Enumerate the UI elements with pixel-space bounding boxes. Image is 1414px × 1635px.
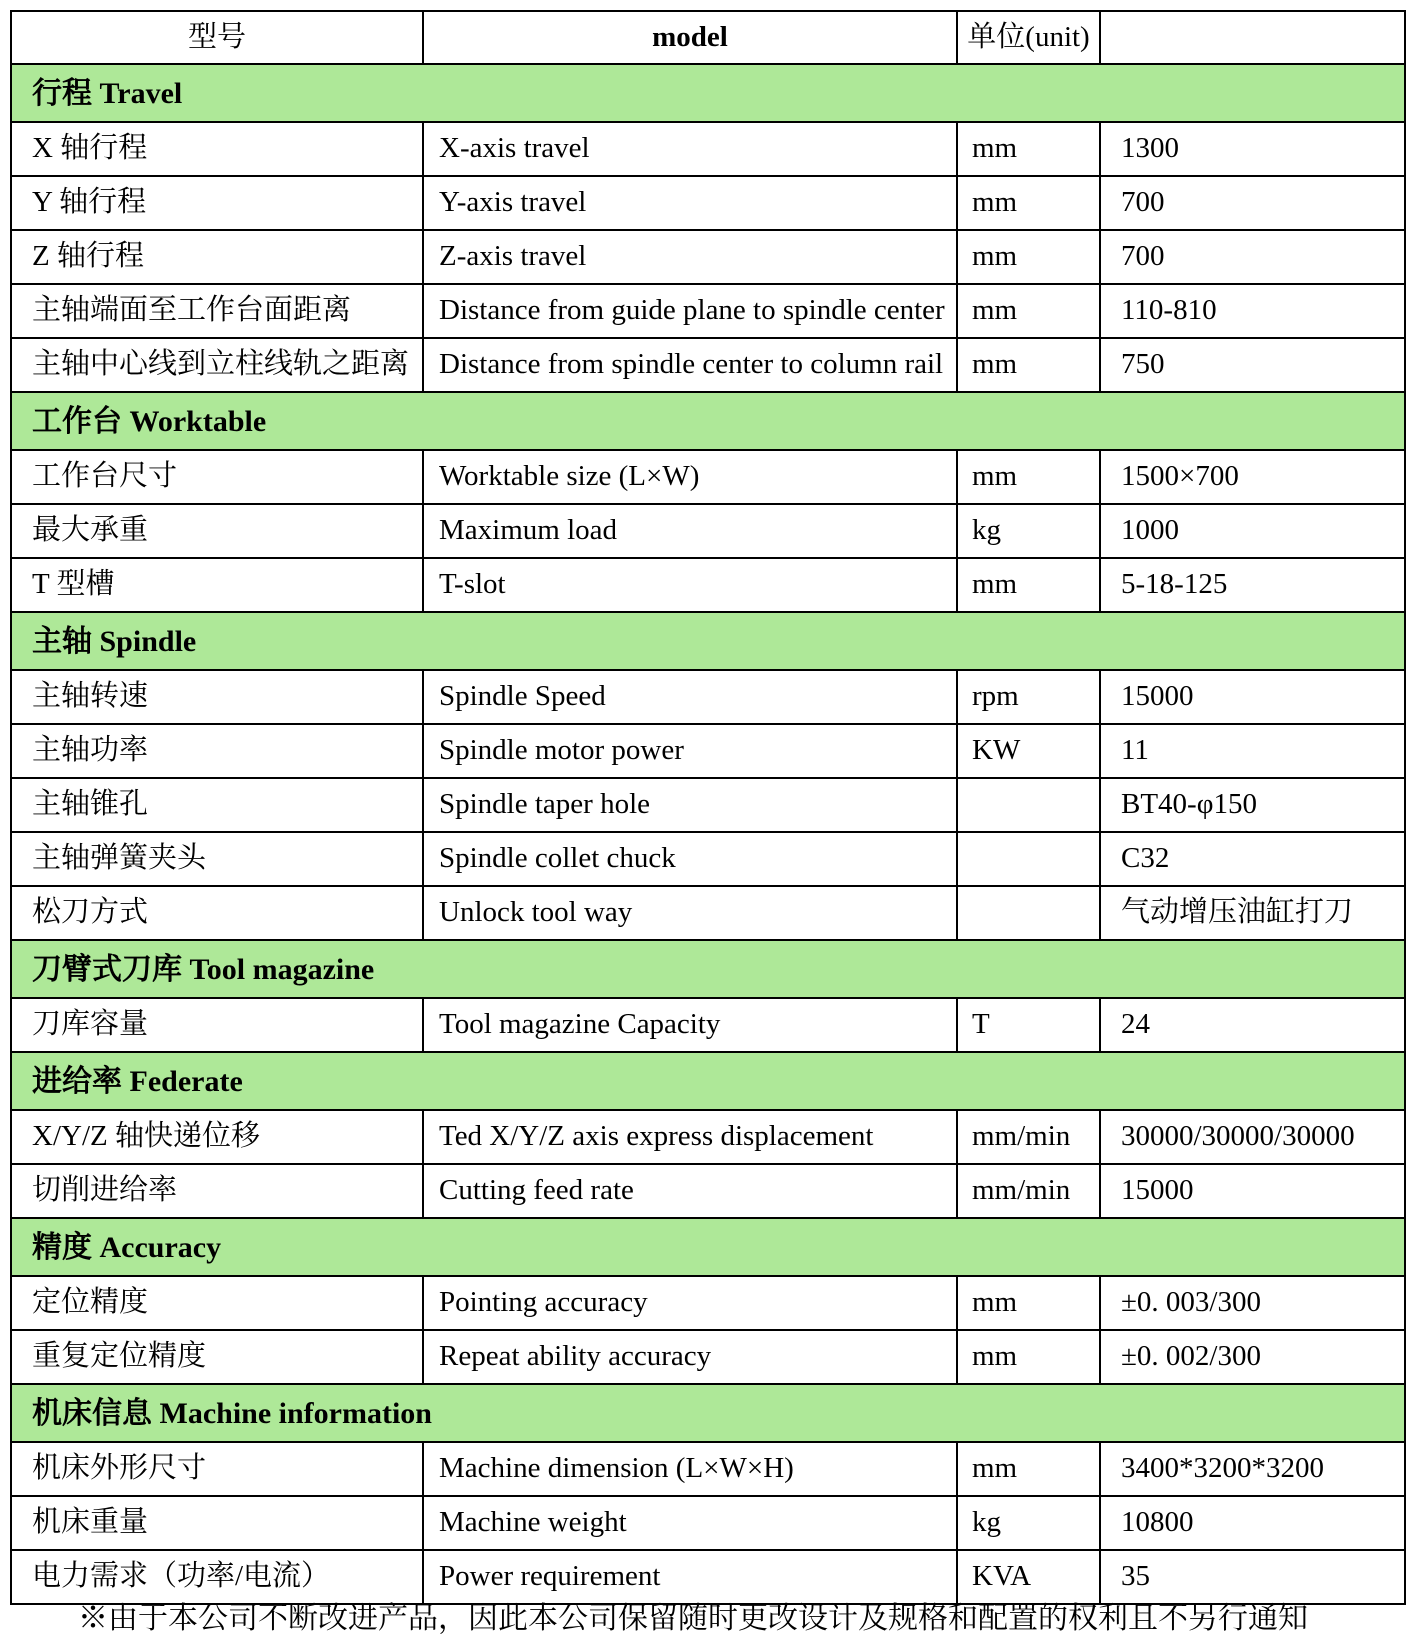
spec-name-en: Power requirement xyxy=(423,1550,957,1604)
spec-name-en: Spindle taper hole xyxy=(423,778,957,832)
spec-unit: rpm xyxy=(957,670,1100,724)
spec-unit xyxy=(957,886,1100,940)
section-row-travel xyxy=(11,64,1405,122)
spec-name-cn: 主轴端面至工作台面距离 xyxy=(11,284,423,338)
spec-value: 3400*3200*3200 xyxy=(1100,1442,1405,1496)
spec-unit: mm xyxy=(957,284,1100,338)
spec-name-en: Distance from guide plane to spindle center xyxy=(423,284,957,338)
spec-value: 30000/30000/30000 xyxy=(1100,1110,1405,1164)
section-row-spindle xyxy=(11,612,1405,670)
section-title: 精度 Accuracy xyxy=(11,1218,1405,1276)
spec-unit: kg xyxy=(957,1496,1100,1550)
spec-name-en: T-slot xyxy=(423,558,957,612)
spec-value: 700 xyxy=(1100,176,1405,230)
table-row xyxy=(11,1276,1405,1330)
header-row xyxy=(11,11,1405,64)
spec-name-cn: 主轴功率 xyxy=(11,724,423,778)
spec-unit: KVA xyxy=(957,1550,1100,1604)
spec-name-en: Machine dimension (L×W×H) xyxy=(423,1442,957,1496)
section-row-tool-magazine xyxy=(11,940,1405,998)
table-row xyxy=(11,122,1405,176)
spec-unit: mm xyxy=(957,230,1100,284)
section-row-accuracy xyxy=(11,1218,1405,1276)
spec-name-en: Y-axis travel xyxy=(423,176,957,230)
spec-name-cn: 机床重量 xyxy=(11,1496,423,1550)
spec-name-en: Repeat ability accuracy xyxy=(423,1330,957,1384)
table-row xyxy=(11,1110,1405,1164)
header-model-en: model xyxy=(423,11,957,64)
table-row xyxy=(11,504,1405,558)
section-title: 进给率 Federate xyxy=(11,1052,1405,1110)
table-row xyxy=(11,724,1405,778)
section-row-federate xyxy=(11,1052,1405,1110)
spec-unit xyxy=(957,832,1100,886)
spec-value: 1000 xyxy=(1100,504,1405,558)
header-value xyxy=(1100,11,1405,64)
table-row xyxy=(11,670,1405,724)
spec-value: 1300 xyxy=(1100,122,1405,176)
spec-name-cn: T 型槽 xyxy=(11,558,423,612)
spec-name-en: Spindle collet chuck xyxy=(423,832,957,886)
spec-value: 700 xyxy=(1100,230,1405,284)
spec-name-cn: X 轴行程 xyxy=(11,122,423,176)
spec-unit: mm xyxy=(957,1276,1100,1330)
spec-unit: mm xyxy=(957,558,1100,612)
spec-name-cn: 松刀方式 xyxy=(11,886,423,940)
spec-unit xyxy=(957,778,1100,832)
spec-value: 5-18-125 xyxy=(1100,558,1405,612)
table-row xyxy=(11,998,1405,1052)
spec-value: 24 xyxy=(1100,998,1405,1052)
table-row xyxy=(11,778,1405,832)
machine-spec-table xyxy=(10,10,1406,1605)
spec-name-en: Pointing accuracy xyxy=(423,1276,957,1330)
footer-disclaimer-note: ※由于本公司不断改进产品，因此本公司保留随时更改设计及规格和配置的权利且不另行通知 xyxy=(78,1602,1308,1635)
spec-unit: mm/min xyxy=(957,1164,1100,1218)
spec-name-en: Unlock tool way xyxy=(423,886,957,940)
table-row xyxy=(11,832,1405,886)
spec-name-cn: 主轴锥孔 xyxy=(11,778,423,832)
spec-unit: mm xyxy=(957,1442,1100,1496)
spec-name-en: Machine weight xyxy=(423,1496,957,1550)
spec-value: 11 xyxy=(1100,724,1405,778)
spec-value: 气动增压油缸打刀 xyxy=(1100,886,1405,940)
table-row xyxy=(11,1442,1405,1496)
table-row xyxy=(11,1496,1405,1550)
spec-name-en: Cutting feed rate xyxy=(423,1164,957,1218)
spec-value: 1500×700 xyxy=(1100,450,1405,504)
spec-unit: kg xyxy=(957,504,1100,558)
table-row xyxy=(11,284,1405,338)
spec-name-cn: 刀库容量 xyxy=(11,998,423,1052)
spec-value: C32 xyxy=(1100,832,1405,886)
spec-name-cn: 主轴转速 xyxy=(11,670,423,724)
table-row xyxy=(11,886,1405,940)
header-model-cn: 型号 xyxy=(11,11,423,64)
table-row xyxy=(11,338,1405,392)
section-title: 行程 Travel xyxy=(11,64,1405,122)
spec-name-cn: X/Y/Z 轴快递位移 xyxy=(11,1110,423,1164)
spec-unit: mm xyxy=(957,450,1100,504)
spec-value: 10800 xyxy=(1100,1496,1405,1550)
spec-name-cn: 电力需求（功率/电流） xyxy=(11,1550,423,1604)
spec-value: 110-810 xyxy=(1100,284,1405,338)
table-row xyxy=(11,1164,1405,1218)
spec-unit: KW xyxy=(957,724,1100,778)
spec-name-en: Z-axis travel xyxy=(423,230,957,284)
spec-name-en: Maximum load xyxy=(423,504,957,558)
spec-unit: T xyxy=(957,998,1100,1052)
spec-unit: mm xyxy=(957,122,1100,176)
table-row xyxy=(11,1550,1405,1604)
spec-name-en: Spindle Speed xyxy=(423,670,957,724)
spec-name-cn: 最大承重 xyxy=(11,504,423,558)
section-title: 机床信息 Machine information xyxy=(11,1384,1405,1442)
spec-name-cn: 重复定位精度 xyxy=(11,1330,423,1384)
spec-name-cn: 主轴中心线到立柱线轨之距离 xyxy=(11,338,423,392)
spec-value: 15000 xyxy=(1100,670,1405,724)
spec-unit: mm xyxy=(957,1330,1100,1384)
spec-name-en: Ted X/Y/Z axis express displacement xyxy=(423,1110,957,1164)
spec-name-en: X-axis travel xyxy=(423,122,957,176)
spec-unit: mm/min xyxy=(957,1110,1100,1164)
table-row xyxy=(11,558,1405,612)
spec-value: 750 xyxy=(1100,338,1405,392)
spec-name-cn: 切削进给率 xyxy=(11,1164,423,1218)
spec-value: ±0. 003/300 xyxy=(1100,1276,1405,1330)
table-row xyxy=(11,450,1405,504)
section-title: 刀臂式刀库 Tool magazine xyxy=(11,940,1405,998)
spec-value: 15000 xyxy=(1100,1164,1405,1218)
spec-name-en: Tool magazine Capacity xyxy=(423,998,957,1052)
spec-name-cn: 工作台尺寸 xyxy=(11,450,423,504)
spec-name-en: Worktable size (L×W) xyxy=(423,450,957,504)
spec-name-cn: Y 轴行程 xyxy=(11,176,423,230)
section-row-machine-info xyxy=(11,1384,1405,1442)
spec-value: BT40-φ150 xyxy=(1100,778,1405,832)
table-row xyxy=(11,230,1405,284)
section-row-worktable xyxy=(11,392,1405,450)
spec-value: 35 xyxy=(1100,1550,1405,1604)
table-row xyxy=(11,176,1405,230)
spec-unit: mm xyxy=(957,338,1100,392)
spec-name-en: Distance from spindle center to column rail xyxy=(423,338,957,392)
spec-name-cn: 机床外形尺寸 xyxy=(11,1442,423,1496)
header-unit: 单位(unit) xyxy=(957,11,1100,64)
spec-value: ±0. 002/300 xyxy=(1100,1330,1405,1384)
section-title: 主轴 Spindle xyxy=(11,612,1405,670)
spec-name-cn: 主轴弹簧夹头 xyxy=(11,832,423,886)
spec-unit: mm xyxy=(957,176,1100,230)
section-title: 工作台 Worktable xyxy=(11,392,1405,450)
spec-name-en: Spindle motor power xyxy=(423,724,957,778)
table-row xyxy=(11,1330,1405,1384)
spec-name-cn: 定位精度 xyxy=(11,1276,423,1330)
spec-name-cn: Z 轴行程 xyxy=(11,230,423,284)
